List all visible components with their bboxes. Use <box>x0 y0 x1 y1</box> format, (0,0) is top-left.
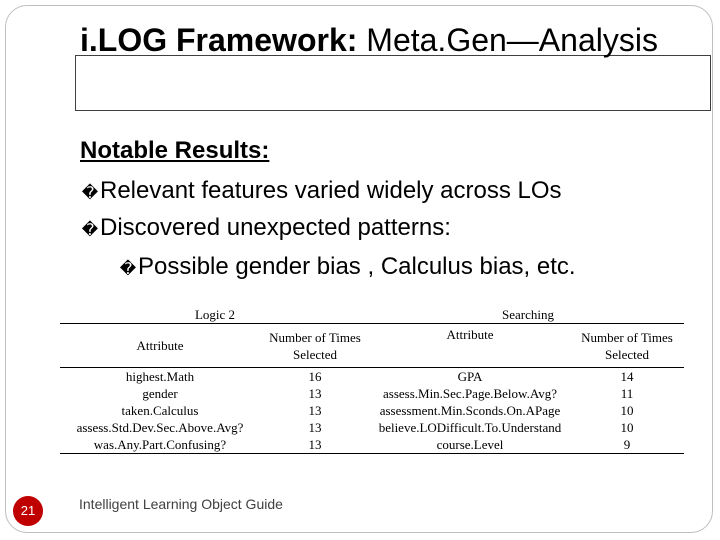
table-cell: 9 <box>623 437 631 452</box>
table-cell: 10 <box>620 420 634 435</box>
searching-count-cell <box>570 368 684 454</box>
sub-bullet-1 <box>118 253 576 281</box>
table-cell: believe.LODifficult.To.Understand <box>378 420 562 435</box>
logic2-attribute-cell <box>60 368 260 454</box>
table-cell: GPA <box>457 369 483 384</box>
title-bold: i.LOG Framework: <box>80 22 358 58</box>
col-header-attribute: Attribute <box>370 324 570 368</box>
title-rest: Meta.Gen—Analysis <box>357 22 658 58</box>
bullet-1-text: Relevant features varied widely across LOs <box>100 177 562 204</box>
slide-title <box>80 20 700 60</box>
col-header-count: Number of Times Selected <box>570 324 684 368</box>
table-cell: assess.Std.Dev.Sec.Above.Avg? <box>76 420 244 435</box>
table-cell: course.Level <box>436 437 504 452</box>
table-cell: taken.Calculus <box>121 403 199 418</box>
bullet-box-icon: � <box>81 183 99 202</box>
group-logic2-header: Logic 2 <box>194 306 236 322</box>
table-cell: 13 <box>308 437 322 452</box>
results-table <box>60 305 684 454</box>
bullet-2 <box>80 214 451 242</box>
group-searching-header: Searching <box>502 306 554 322</box>
sub-bullet-1-text: Possible gender bias , Calculus bias, etc. <box>138 253 576 280</box>
searching-attribute-cell <box>370 368 570 454</box>
title-underline-box <box>75 55 711 111</box>
table-cell: 16 <box>308 369 322 384</box>
footer-text: Intelligent Learning Object Guide <box>79 496 283 512</box>
page-number-badge: 21 <box>13 496 43 526</box>
table-cell: 13 <box>308 420 322 435</box>
section-heading: Notable Results: <box>80 137 270 164</box>
table-cell: 11 <box>620 386 634 401</box>
col-header-attribute: Attribute <box>60 324 260 368</box>
table-cell: was.Any.Part.Confusing? <box>93 437 227 452</box>
table-cell: 13 <box>308 386 322 401</box>
table-cell: assessment.Min.Sconds.On.APage <box>379 403 561 418</box>
logic2-count-cell <box>260 368 370 454</box>
bullet-1 <box>80 177 562 205</box>
bullet-box-icon: � <box>119 259 137 278</box>
col-header-count: Number of Times Selected <box>260 324 370 368</box>
bullet-2-text: Discovered unexpected patterns: <box>100 214 451 241</box>
bullet-box-icon: � <box>81 220 99 239</box>
table-cell: assess.Min.Sec.Page.Below.Avg? <box>382 386 558 401</box>
table-cell: highest.Math <box>125 369 195 384</box>
table-cell: gender <box>142 386 178 401</box>
table-cell: 14 <box>620 369 634 384</box>
table-cell: 10 <box>620 403 634 418</box>
table-cell: 13 <box>308 403 322 418</box>
